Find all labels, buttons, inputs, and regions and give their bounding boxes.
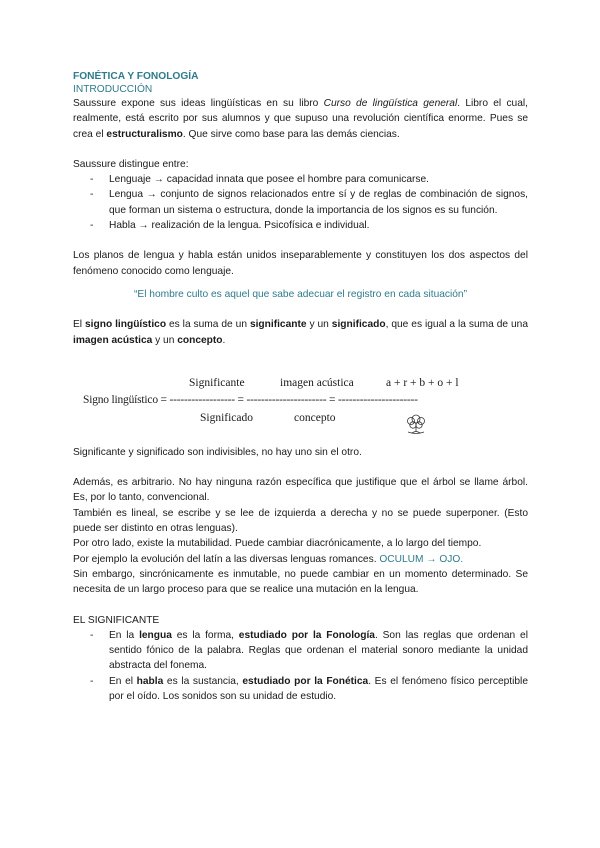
text: Por ejemplo la evolución del latín a las diversas lenguas romances. — [73, 553, 380, 565]
diagram-formula: a + r + b + o + l — [386, 376, 459, 389]
list-item — [73, 674, 528, 705]
diagram-imagen-acustica: imagen acústica — [280, 376, 354, 389]
paragraph-arbitrario: Además, es arbitrario. No hay ninguna razón específica que justifique que el árbol se llame árbol. Es, por lo tanto, convencional. — [73, 477, 528, 504]
paragraph-indivisibles: Significante y significado son indivisibles, no hay uno sin el otro. — [73, 446, 362, 458]
keyword: estudiado por la Fonología — [238, 629, 375, 641]
text: . — [222, 334, 226, 346]
spacer — [73, 302, 528, 317]
text: es la sustancia, — [163, 675, 243, 687]
paragraph-lineal: También es lineal, se escribe y se lee de izquierda a derecha y no se puede superponer. (Esto puede ser distinto en otras lenguas). — [73, 507, 528, 535]
keyword: lengua — [139, 629, 172, 641]
paragraph-planos: Los planos de lengua y habla están unidos inseparablemente y constituyen los dos aspectos del fenómeno conocido como lenguaje. — [73, 250, 528, 277]
list-significante — [73, 628, 528, 704]
spacer — [73, 598, 528, 613]
paragraph-inmutable: Sin embargo, sincrónicamente es inmutable, no puede cambiar en un momento determinado. Se necesita de un largo proceso para que se realice una mutación en la lengua. — [73, 568, 528, 596]
list-item — [73, 628, 528, 674]
keyword: concepto — [177, 334, 223, 346]
list-distinctions — [73, 172, 528, 233]
text: En el — [109, 675, 137, 687]
document-title: FONÉTICA Y FONOLOGÍA — [73, 71, 199, 82]
diagram-equation-row: Signo lingüístico = ------------------ = ---------------------- = ---------------------- — [83, 393, 418, 406]
spacer — [73, 460, 528, 475]
keyword: signo lingüístico — [85, 319, 167, 331]
text: En la — [109, 629, 140, 641]
diagram-significante: Significante — [189, 376, 245, 389]
text: . Son las reglas que ordenan el sentido fónico de la palabra. Reglas que ordenan el material sonoro mediante la unidad abstracta del fonema. — [109, 629, 528, 672]
paragraph-ejemplo — [73, 552, 528, 567]
quote: “El hombre culto es aquel que sabe adecuar el registro en cada situación” — [134, 288, 467, 300]
diagram-concepto: concepto — [294, 411, 336, 424]
paragraph-signo — [73, 317, 528, 348]
diagram-significado: Significado — [200, 411, 254, 424]
text: . Que sirve como base para las demás ciencias. — [182, 128, 400, 140]
text: , que es igual a la suma de una — [385, 319, 529, 331]
section-heading-significante: EL SIGNIFICANTE — [73, 614, 160, 626]
text: y un — [306, 319, 332, 331]
paragraph-distingue: Saussure distingue entre: — [73, 158, 189, 170]
document-content — [73, 70, 528, 704]
keyword: estudiado por la Fonética — [242, 675, 369, 687]
spacer — [73, 348, 528, 363]
text: es la suma de un — [166, 319, 250, 331]
spacer — [73, 142, 528, 157]
paragraph-intro — [73, 96, 528, 142]
example-oculum: OCULUM → OJO. — [379, 553, 464, 565]
text: es la forma, — [171, 629, 239, 641]
keyword: estructuralismo — [106, 128, 183, 140]
spacer — [73, 233, 528, 248]
list-item: - Lenguaje → capacidad innata que posee el hombre para comunicarse. — [73, 172, 528, 187]
text: Saussure expone sus ideas lingüísticas en su libro — [73, 98, 324, 109]
text: y un — [152, 334, 178, 346]
spacer — [73, 279, 528, 287]
text: . Libro el cual, realmente, está escrito por sus alumnos y que supuso una revolución científica enorme. Pues se crea el — [73, 98, 528, 140]
book-title: Curso de lingüística general — [323, 98, 458, 109]
spacer — [73, 437, 528, 445]
sign-diagram — [73, 363, 528, 437]
keyword: significante — [249, 319, 307, 331]
keyword: imagen acústica — [73, 334, 153, 346]
text: El — [73, 319, 85, 331]
keyword: habla — [136, 675, 164, 687]
tree-sketch-icon — [403, 410, 429, 436]
paragraph-mutabilidad: Por otro lado, existe la mutabilidad. Puede cambiar diacrónicamente, a lo largo del tiempo. — [73, 538, 482, 550]
list-item: - Habla → realización de la lengua. Psicofísica e individual. — [73, 218, 528, 233]
list-item: - Lengua → conjunto de signos relacionados entre sí y de reglas de combinación de signos, que forman un sistema o estructura, donde la importancia de los signos es su función. — [73, 187, 528, 218]
text: . Es el fenómeno físico perceptible por el oído. Los sonidos son su unidad de estudio. — [109, 675, 528, 703]
keyword: significado — [331, 319, 386, 331]
section-heading-introduccion: INTRODUCCIÓN — [73, 84, 153, 95]
